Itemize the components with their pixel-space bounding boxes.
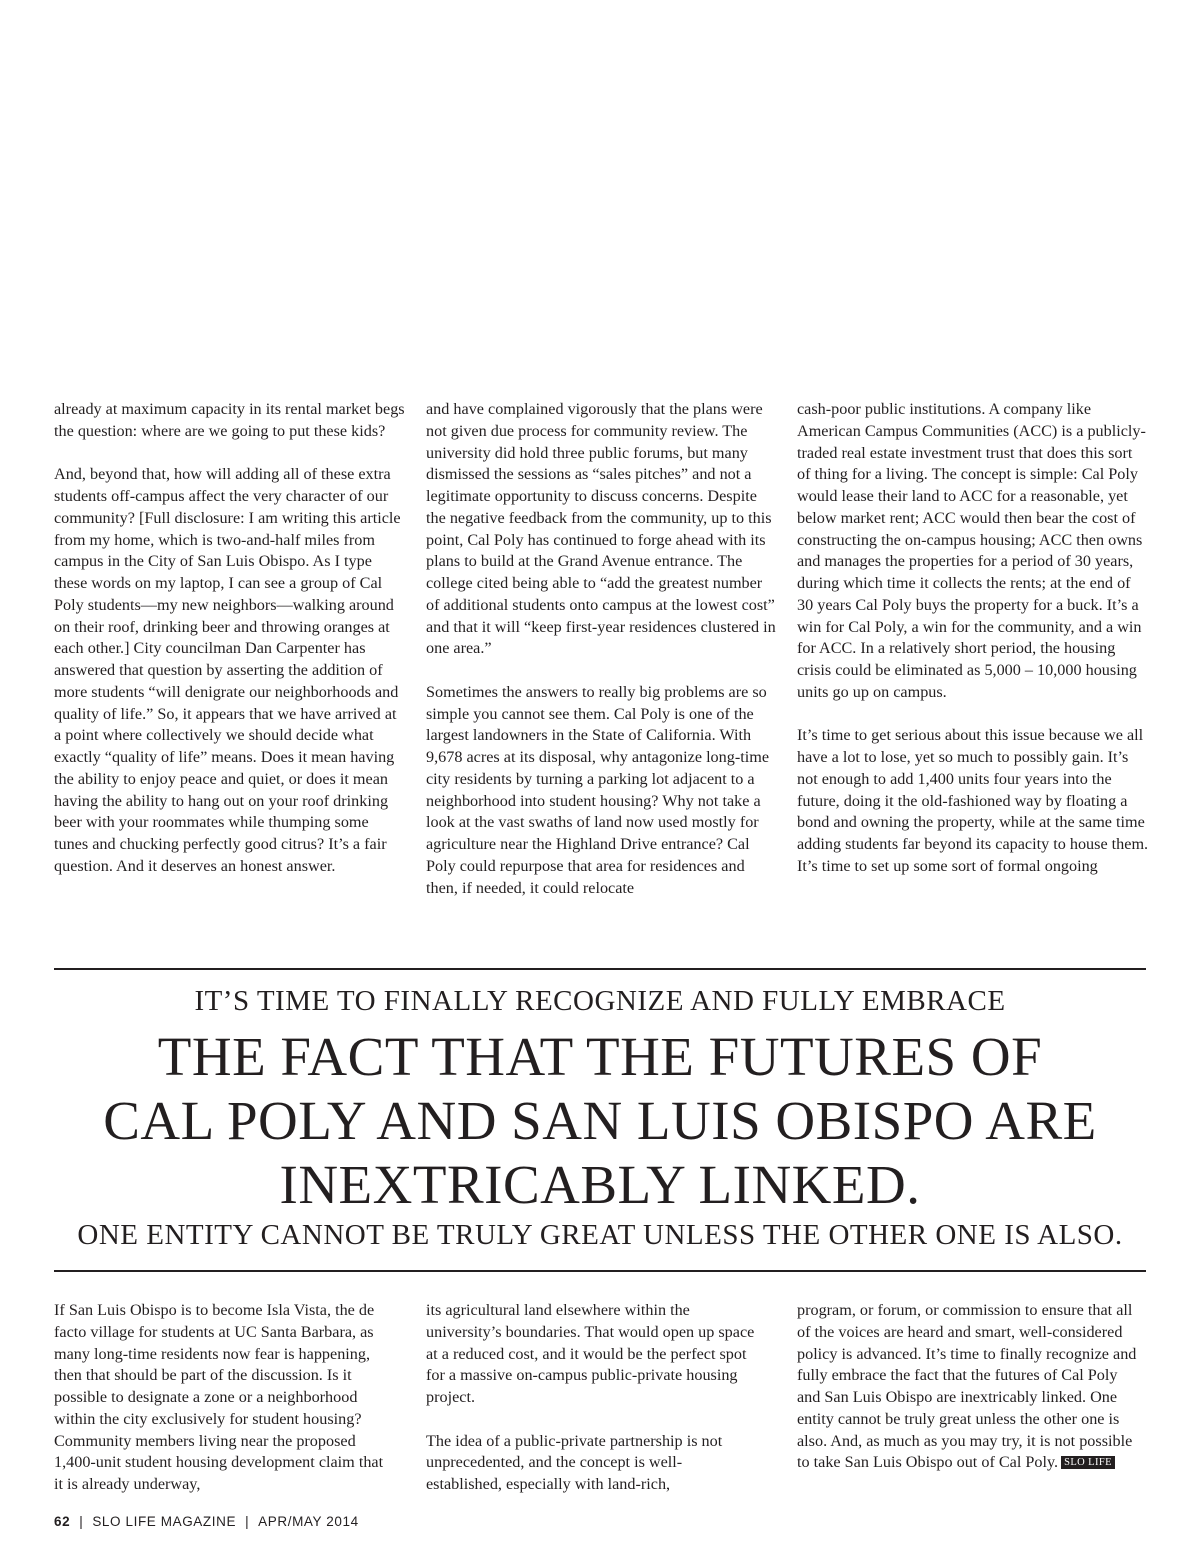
paragraph-text: program, or forum, or commission to ensure that all of the voices are heard and smart, well-considered policy is advanced. It’s time to finally recognize and fully embrace the fact that the futures of Cal Poly and San Luis Obispo are inextricably linked. One entity cannot be truly great unless the other one is also. And, as much as you may try, it is not possible to take San Luis Obispo out of Cal Poly. [797, 1301, 1137, 1472]
article-column-bottom-3 [797, 1300, 1142, 1474]
article-column-top-3 [797, 399, 1149, 878]
pull-quote-main-line: INEXTRICABLY LINKED. [279, 1154, 921, 1215]
pull-quote-main-line: CAL POLY AND SAN LUIS OBISPO ARE [103, 1090, 1097, 1151]
article-column-bottom-1 [54, 1300, 394, 1496]
paragraph: The idea of a public-private partnership is not unprecedented, and the concept is well-established, especially with land-rich, [426, 1431, 723, 1493]
paragraph: its agricultural land elsewhere within the university’s boundaries. That would open up space at a reduced cost, and it would be the perfect spot for a massive on-campus public-private housing project. [426, 1301, 755, 1406]
page-number: 62 [54, 1514, 71, 1529]
paragraph: and have complained vigorously that the plans were not given due process for community review. The university did hold three public forums, but many dismissed the sessions as “sales pitches” and not a legitimate opportunity to discuss concerns. Despite the negative feedback from the community, up to this point, Cal Poly has continued to forge ahead with its plans to build at the Grand Avenue entrance. The college cited being able to “add the greatest number of additional students onto campus at the lowest cost” and that it will “keep first-year residences clustered in one area.” [426, 400, 776, 658]
pull-quote-close: ONE ENTITY CANNOT BE TRULY GREAT UNLESS THE OTHER ONE IS ALSO. [77, 1219, 1123, 1251]
publication-name: SLO LIFE MAGAZINE [92, 1514, 237, 1529]
paragraph: It’s time to get serious about this issue because we all have a lot to lose, yet so much to possibly gain. It’s not enough to add 1,400 units four years into the future, doing it the old-fashioned way by floating a bond and owning the property, while at the same time adding students far beyond its capacity to house them. It’s time to set up some sort of formal ongoing [797, 726, 1149, 875]
pull-quote-bottom-rule [54, 1270, 1146, 1272]
pull-quote-main-line: THE FACT THAT THE FUTURES OF [157, 1026, 1043, 1087]
page-footer [54, 1514, 359, 1529]
article-column-top-2 [426, 399, 776, 899]
end-mark-badge: SLO LIFE [1061, 1456, 1115, 1469]
article-column-bottom-2 [426, 1300, 756, 1496]
paragraph [797, 1300, 1142, 1474]
footer-separator: | [245, 1514, 250, 1529]
paragraph: Sometimes the answers to really big problems are so simple you cannot see them. Cal Poly is one of the largest landowners in the State of California. With 9,678 acres at its disposal, why antagonize long-time city residents by turning a parking lot adjacent to a neighborhood into student housing? Why not take a look at the vast swaths of land now used mostly for agriculture near the Highland Drive entrance? Cal Poly could repurpose that area for residences and then, if needed, it could relocate [426, 682, 770, 897]
pull-quote-lead: IT’S TIME TO FINALLY RECOGNIZE AND FULLY EMBRACE [194, 985, 1006, 1017]
paragraph: cash-poor public institutions. A company like American Campus Communities (ACC) is a publicly-traded real estate investment trust that does this sort of thing for a living. The concept is simple: Cal Poly would lease their land to ACC for a reasonable, yet below market rent; ACC would then bear the cost of constructing the on-campus housing; ACC then owns and manages the properties for a period of 30 years, during which time it collects the rents; at the end of 30 years Cal Poly buys the property for a buck. It’s a win for Cal Poly, a win for the community, and a win for ACC. In a relatively short period, the housing crisis could be eliminated as 5,000 – 10,000 housing units go up on campus. [797, 400, 1146, 701]
pull-quote-top-rule [54, 968, 1146, 970]
paragraph: And, beyond that, how will adding all of these extra students off-campus affect the very character of our community? [Full disclosure: I am writing this article from my home, which is two-and-half miles from campus in the City of San Luis Obispo. As I type these words on my laptop, I can see a group of Cal Poly students—my new neighbors—walking around on their roof, drinking beer and throwing oranges at each other.] City councilman Dan Carpenter has answered that question by asserting the addition of more students “will denigrate our neighborhoods and quality of life.” So, it appears that we have arrived at a point where collectively we should decide what exactly “quality of life” means. Does it mean having the ability to enjoy peace and quiet, or does it mean having the ability to hang out on your roof drinking beer with your roommates while thumping some tunes and chucking perfectly good citrus? It’s a fair question. And it deserves an honest answer. [54, 465, 401, 875]
paragraph: If San Luis Obispo is to become Isla Vista, the de facto village for students at UC Santa Barbara, as many long-time residents now fear is happening, then that should be part of the discussion. Is it possible to designate a zone or a neighborhood within the city exclusively for student housing? Community members living near the proposed 1,400-unit student housing development claim that it is already underway, [54, 1301, 384, 1493]
paragraph: already at maximum capacity in its rental market begs the question: where are we going to put these kids? [54, 400, 405, 440]
footer-separator: | [79, 1514, 84, 1529]
article-column-top-1 [54, 399, 406, 878]
issue-date: APR/MAY 2014 [258, 1514, 359, 1529]
